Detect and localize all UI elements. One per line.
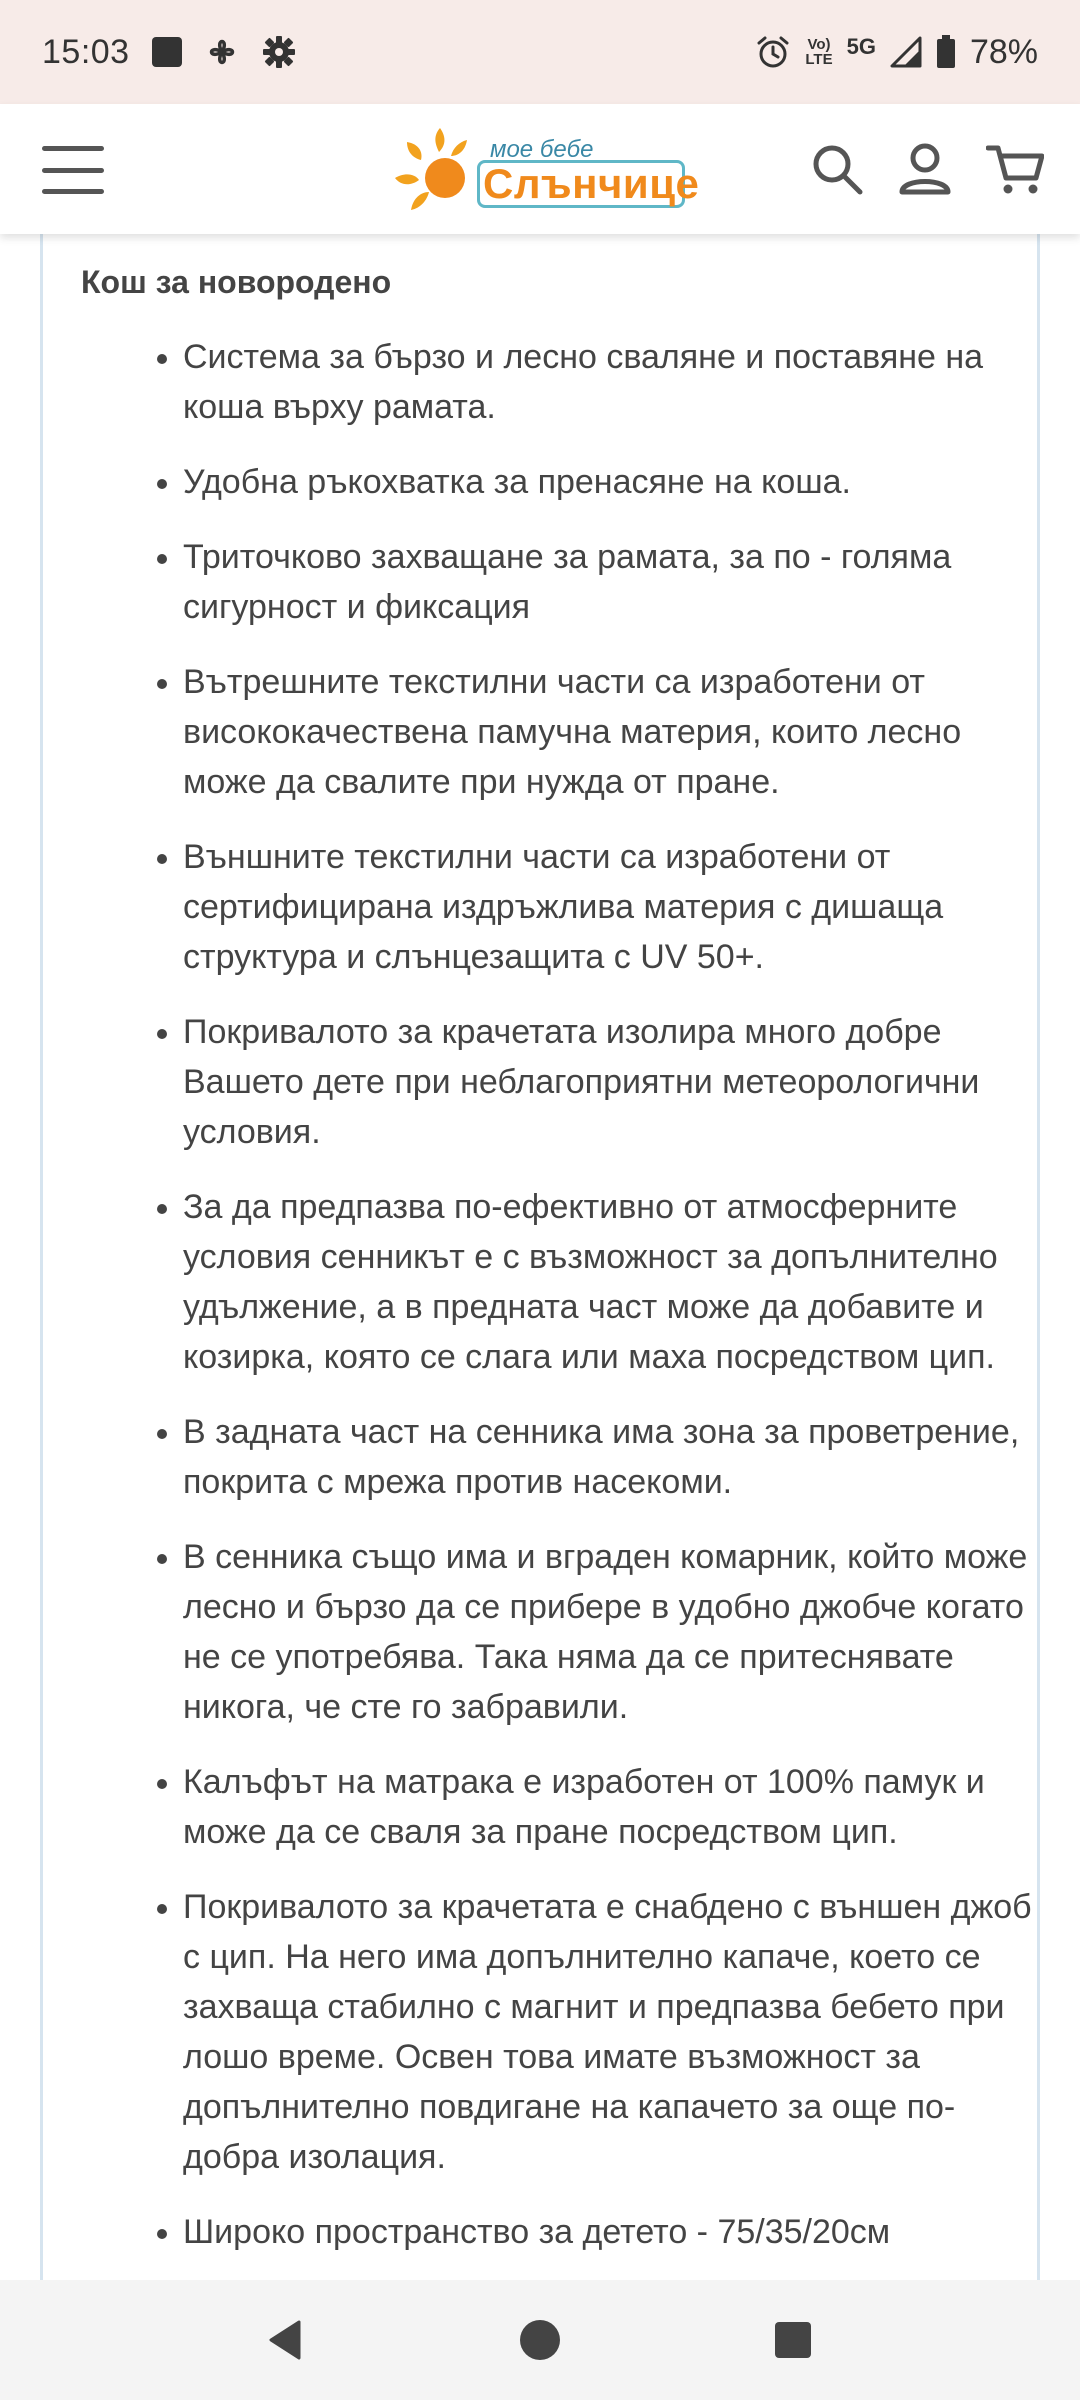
settings-gear-icon [262, 35, 296, 69]
network-type: 5G [846, 34, 876, 59]
site-header [0, 104, 1080, 234]
user-icon[interactable] [898, 142, 952, 196]
list-item: В сенника също има и вграден комарник, който може лесно и бързо да се прибере в удобно джобче когато не се употребява. Така няма да се притеснявате никога, че сте го забравили. [183, 1532, 1040, 1732]
logo-wordmark: Слънчице [483, 160, 700, 207]
home-button[interactable] [500, 2300, 580, 2380]
list-item: Външните текстилни части са изработени от сертифицирана издръжлива материя с дишаща структура и слънцезащита с UV 50+. [183, 832, 1040, 982]
list-item: Удобна ръкохватка за пренасяне на коша. [183, 457, 1040, 507]
notification-square-icon [152, 37, 182, 67]
battery-icon [936, 35, 956, 69]
cart-icon[interactable] [986, 142, 1044, 196]
status-time: 15:03 [42, 32, 130, 71]
back-icon [265, 2318, 309, 2362]
recents-button[interactable] [753, 2300, 833, 2380]
system-nav-bar [0, 2280, 1080, 2400]
list-item: Широко пространство за детето - 75/35/20см [183, 2207, 1040, 2257]
list-item: В задната част на сенника има зона за проветрение, покрита с мрежа против насекоми. [183, 1407, 1040, 1507]
logo-tagline: мое бебе [490, 136, 594, 163]
list-item: За да предпазва по-ефективно от атмосферните условия сенникът е с възможност за допълнително удължение, а в предната част може да добавите и козирка, която се слага или маха посредством цип. [183, 1182, 1040, 1382]
volte-indicator: Vo) LTE [805, 36, 833, 68]
signal-icon [890, 36, 922, 68]
back-button[interactable] [247, 2300, 327, 2380]
status-bar [0, 0, 1080, 104]
site-logo[interactable] [385, 120, 700, 220]
home-icon [518, 2318, 562, 2362]
list-item: Покривалото за крачетата изолира много добре Вашето дете при неблагоприятни метеорологични условия. [183, 1007, 1040, 1157]
list-item: Триточково захващане за рамата, за по - голяма сигурност и фиксация [183, 532, 1040, 632]
search-icon[interactable] [810, 142, 864, 196]
list-item: Покривалото за крачетата е снабдено с външен джоб с цип. На него има допълнително капаче, което се захваща стабилно с магнит и предпазва бебето при лошо време. Освен това имате възможност за допълнително повдигане на капачето за още по-добра изолация. [183, 1882, 1040, 2182]
list-item: Система за бързо и лесно сваляне и поставяне на коша върху рамата. [183, 332, 1040, 432]
pinwheel-icon [204, 34, 240, 70]
menu-icon[interactable] [42, 146, 104, 194]
list-item: Вътрешните текстилни части са изработени от висококачествена памучна материя, които лесно може да свалите при нужда от пране. [183, 657, 1040, 807]
list-item: Калъфът на матрака е изработен от 100% памук и може да се сваля за пране посредством цип. [183, 1757, 1040, 1857]
product-description [40, 234, 1040, 2280]
alarm-icon [755, 34, 791, 70]
feature-list [183, 332, 1040, 2280]
battery-percentage: 78% [969, 32, 1038, 71]
recents-icon [773, 2320, 813, 2360]
section-title: Кош за новородено [81, 264, 392, 300]
